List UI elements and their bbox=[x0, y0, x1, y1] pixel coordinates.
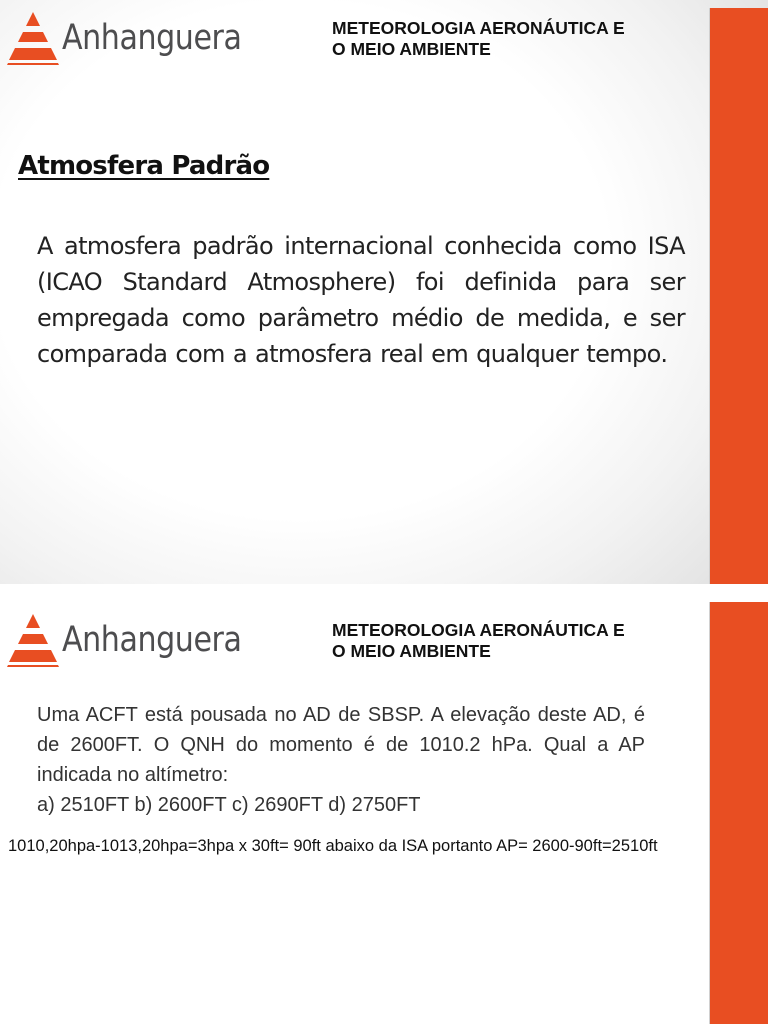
slide-heading: Atmosfera Padrão bbox=[18, 151, 270, 181]
answer-options: a) 2510FT b) 2600FT c) 2690FT d) 2750FT bbox=[37, 794, 421, 816]
slide-separator bbox=[0, 584, 768, 602]
course-title bbox=[332, 620, 702, 662]
course-title bbox=[332, 18, 702, 60]
brand-name: Anhanguera bbox=[62, 18, 242, 58]
course-title-line-1: METEOROLOGIA AERONÁUTICA E bbox=[332, 18, 625, 38]
slide-body-text: A atmosfera padrão internacional conhecida como ISA (ICAO Standard Atmosphere) foi definida para ser empregada como parâmetro médio de medida, e ser comparada com a atmosfera real em qualquer tempo. bbox=[37, 232, 685, 368]
brand-logo bbox=[4, 612, 242, 670]
accent-sidebar bbox=[709, 8, 768, 584]
course-title-line-1: METEOROLOGIA AERONÁUTICA E bbox=[332, 620, 625, 640]
question-block bbox=[37, 700, 645, 820]
triangle-stripes-logo-icon bbox=[4, 612, 62, 668]
course-title-line-2: O MEIO AMBIENTE bbox=[332, 39, 491, 59]
slide-2 bbox=[0, 602, 768, 1024]
question-text: Uma ACFT está pousada no AD de SBSP. A elevação deste AD, é de 2600FT. O QNH do momento é de 1010.2 hPa. Qual a AP indicada no altímetro: bbox=[37, 704, 645, 786]
accent-sidebar bbox=[709, 602, 768, 1024]
triangle-stripes-logo-icon bbox=[4, 10, 62, 66]
brand-logo bbox=[4, 10, 242, 68]
course-title-line-2: O MEIO AMBIENTE bbox=[332, 641, 491, 661]
answer-explanation: 1010,20hpa-1013,20hpa=3hpa x 30ft= 90ft abaixo da ISA portanto AP= 2600-90ft=2510ft bbox=[8, 837, 658, 855]
brand-name: Anhanguera bbox=[62, 620, 242, 660]
